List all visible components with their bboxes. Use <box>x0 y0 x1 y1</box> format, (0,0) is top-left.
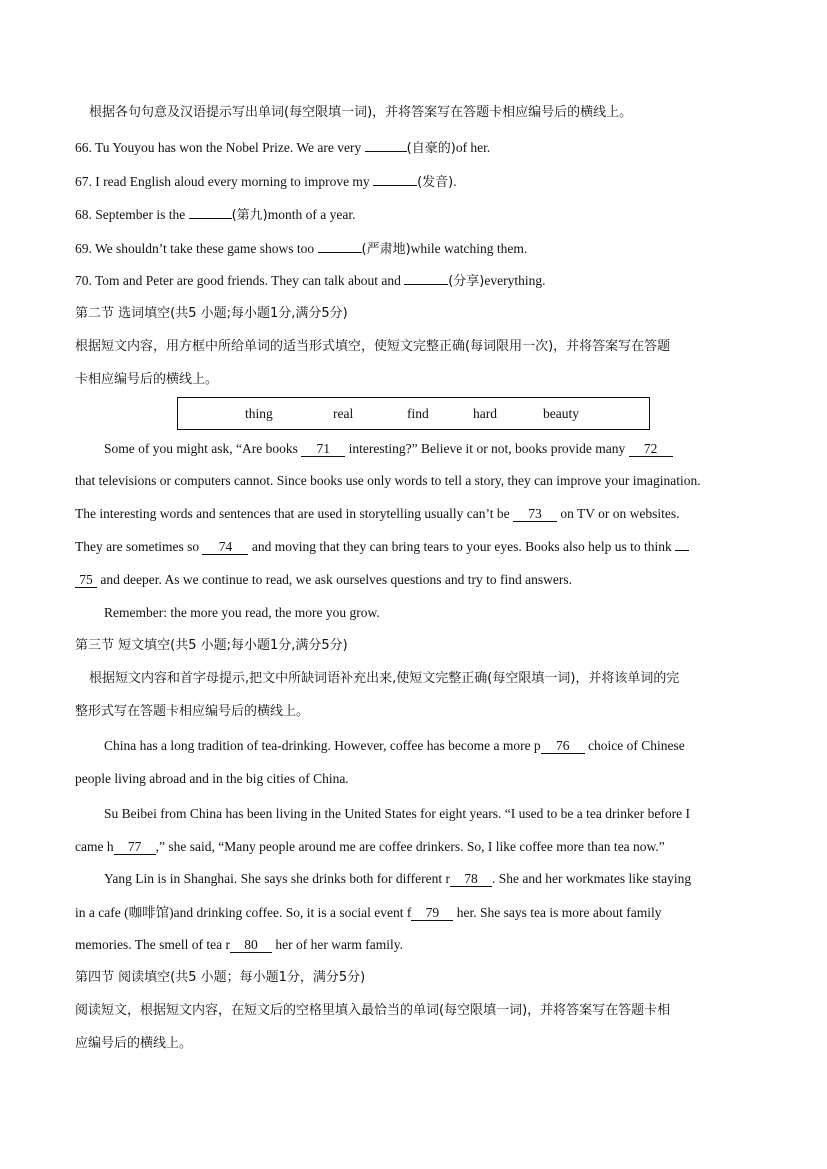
word-box-item: thing <box>245 406 273 421</box>
q67-tail: . <box>453 174 457 189</box>
passage3-line5 <box>104 870 691 888</box>
q67-text: 67. I read English aloud every morning to improve my <box>75 174 374 189</box>
q66-tail: of her. <box>455 140 491 155</box>
q69-tail: while watching them. <box>410 241 528 256</box>
q68-tail: month of a year. <box>267 207 356 222</box>
instruction-part1: 根据各句句意及汉语提示写出单词(每空限填一词)，并将答案写在答题卡相应编号后的横线上。 <box>89 105 633 120</box>
word-box-item: find <box>407 406 429 421</box>
blank-72[interactable]: 72 <box>629 442 673 457</box>
q69-blank[interactable] <box>318 252 362 253</box>
question-68 <box>75 206 356 225</box>
passage-text: and deeper. As we continue to read, we ask ourselves questions and try to find answers. <box>97 572 573 587</box>
section4-instruction-line1: 阅读短文，根据短文内容，在短文后的空格里填入最恰当的单词(每空限填一词)，并将答案写在答题卡相 <box>75 1003 671 1018</box>
passage3-line4 <box>75 838 665 856</box>
word-box-item: hard <box>473 406 497 421</box>
section3-instruction-line2: 整形式写在答题卡相应编号后的横线上。 <box>75 704 310 719</box>
blank-75-start <box>675 550 689 551</box>
blank-73[interactable]: 73 <box>513 507 557 522</box>
passage-text: ,” she said, “Many people around me are coffee drinkers. So, I like coffee more than tea now.” <box>155 839 665 854</box>
passage3-line6 <box>75 904 661 922</box>
q69-text: 69. We shouldn’t take these game shows too <box>75 241 318 256</box>
question-66 <box>75 139 490 158</box>
passage-text: They are sometimes so <box>75 539 203 554</box>
passage3-line3: Su Beibei from China has been living in the United States for eight years. “I used to be a tea drinker before I <box>104 806 690 821</box>
question-69 <box>75 240 527 259</box>
passage3-line1 <box>104 737 685 755</box>
passage2-line2: that televisions or computers cannot. Since books use only words to tell a story, they can improve your imagination. <box>75 473 701 488</box>
passage2-line3 <box>75 505 680 523</box>
blank-74[interactable]: 74 <box>202 540 248 555</box>
passage3-line7 <box>75 936 403 954</box>
blank-78[interactable]: 78 <box>450 872 492 887</box>
section4-instruction-line2: 应编号后的横线上。 <box>75 1036 193 1051</box>
passage2-line6: Remember: the more you read, the more you grow. <box>104 605 380 620</box>
q68-hint: (第九) <box>231 208 268 223</box>
q67-hint: (发音) <box>417 175 454 190</box>
q66-text: 66. Tu Youyou has won the Nobel Prize. We are very <box>75 140 365 155</box>
word-box <box>177 397 650 430</box>
q68-blank[interactable] <box>189 218 232 219</box>
blank-77[interactable]: 77 <box>114 840 156 855</box>
q66-hint: (自豪的) <box>406 141 456 156</box>
passage-text: on TV or on websites. <box>557 506 680 521</box>
passage3-line2: people living abroad and in the big cities of China. <box>75 771 349 786</box>
q70-blank[interactable] <box>404 284 448 285</box>
passage-text: memories. The smell of tea r <box>75 937 230 952</box>
word-box-item: real <box>333 406 354 421</box>
passage-text: her of her warm family. <box>271 937 404 952</box>
section4-title: 第四节 阅读填空(共5 小题；每小题1分，满分5分) <box>75 970 366 985</box>
blank-76[interactable]: 76 <box>541 739 585 754</box>
q70-hint: (分享) <box>448 274 485 289</box>
section2-instruction-line2: 卡相应编号后的横线上。 <box>75 372 219 387</box>
passage2-line1 <box>104 440 673 458</box>
passage-text: Yang Lin is in Shanghai. She says she drinks both for different r <box>104 871 450 886</box>
blank-79[interactable]: 79 <box>411 906 453 921</box>
q69-hint: (严肃地) <box>361 242 411 257</box>
q66-blank[interactable] <box>365 151 407 152</box>
question-67 <box>75 173 457 192</box>
passage-text: . She and her workmates like staying <box>491 871 692 886</box>
blank-80[interactable]: 80 <box>230 938 272 953</box>
q70-tail: everything. <box>484 273 546 288</box>
passage-text: came h <box>75 839 114 854</box>
passage-text: The interesting words and sentences that are used in storytelling usually can’t be <box>75 506 514 521</box>
question-70 <box>75 272 545 291</box>
blank-71[interactable]: 71 <box>301 442 345 457</box>
section2-instruction-line1: 根据短文内容，用方框中所给单词的适当形式填空，使短文完整正确(每词限用一次)，并将答案写在答题 <box>75 339 671 354</box>
section2-title: 第二节 选词填空(共5 小题;每小题1分,满分5分) <box>75 306 348 321</box>
passage-text: her. She says tea is more about family <box>453 905 662 920</box>
q70-text: 70. Tom and Peter are good friends. They can talk about and <box>75 273 405 288</box>
passage-text: Some of you might ask, “Are books <box>104 441 302 456</box>
passage2-line5 <box>75 571 572 589</box>
section3-instruction-line1: 根据短文内容和首字母提示,把文中所缺词语补充出来,使短文完整正确(每空限填一词)，并将该单词的完 <box>89 671 680 686</box>
word-box-item: beauty <box>543 406 579 421</box>
q68-text: 68. September is the <box>75 207 189 222</box>
passage-text: choice of Chinese <box>584 738 685 753</box>
passage-text: interesting?” Believe it or not, books provide many <box>345 441 629 456</box>
blank-75[interactable]: 75 <box>75 573 97 588</box>
q67-blank[interactable] <box>373 185 417 186</box>
section3-title: 第三节 短文填空(共5 小题;每小题1分,满分5分) <box>75 638 348 653</box>
passage2-line4 <box>75 538 689 556</box>
passage-text: and moving that they can bring tears to your eyes. Books also help us to think <box>248 539 676 554</box>
passage-text: China has a long tradition of tea-drinking. However, coffee has become a more p <box>104 738 541 753</box>
passage-text: in a cafe (咖啡馆)and drinking coffee. So, it is a social event f <box>75 905 412 920</box>
